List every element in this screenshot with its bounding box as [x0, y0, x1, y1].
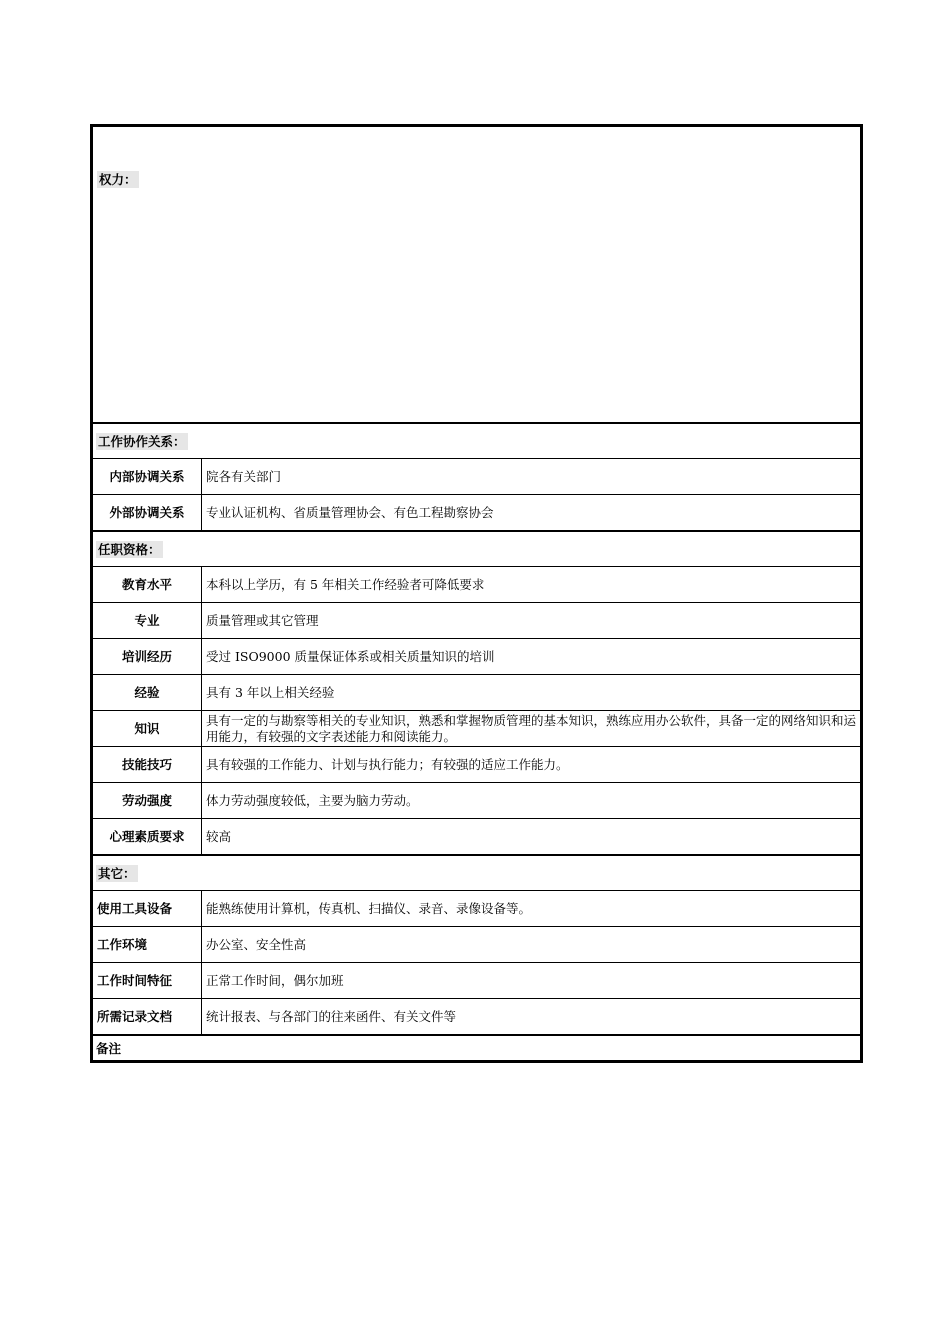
- field-value: 正常工作时间，偶尔加班: [202, 963, 862, 999]
- table-row: [92, 891, 862, 927]
- field-value: 专业认证机构、省质量管理协会、有色工程勘察协会: [202, 495, 862, 532]
- field-value: 具有较强的工作能力、计划与执行能力；有较强的适应工作能力。: [202, 747, 862, 783]
- field-value: 较高: [202, 819, 862, 856]
- power-row: [92, 126, 862, 424]
- power-label: 权力：: [99, 172, 137, 187]
- field-value: 具有一定的与勘察等相关的专业知识，熟悉和掌握物质管理的基本知识，熟练应用办公软件，具备一定的网络知识和运用能力，有较强的文字表述能力和阅读能力。: [202, 711, 862, 747]
- field-label: 知识: [92, 711, 202, 747]
- table-row: [92, 495, 862, 532]
- table-row: [92, 783, 862, 819]
- field-label: 所需记录文档: [92, 999, 202, 1036]
- qualifications-heading-row: [92, 531, 862, 567]
- field-label: 技能技巧: [92, 747, 202, 783]
- field-label: 教育水平: [92, 567, 202, 603]
- other-heading: 其它：: [92, 855, 862, 891]
- field-value: 具有 3 年以上相关经验: [202, 675, 862, 711]
- table-row: [92, 567, 862, 603]
- qualifications-heading: 任职资格：: [92, 531, 862, 567]
- field-label: 外部协调关系: [92, 495, 202, 532]
- field-value: 统计报表、与各部门的往来函件、有关文件等: [202, 999, 862, 1036]
- field-value: 院各有关部门: [202, 459, 862, 495]
- field-label: 培训经历: [92, 639, 202, 675]
- job-description-sheet: [90, 124, 860, 1063]
- power-cell: [92, 126, 862, 424]
- table-row: [92, 675, 862, 711]
- field-label: 内部协调关系: [92, 459, 202, 495]
- job-description-table: [90, 124, 863, 1063]
- field-value: 受过 ISO9000 质量保证体系或相关质量知识的培训: [202, 639, 862, 675]
- field-label: 经验: [92, 675, 202, 711]
- table-row: [92, 459, 862, 495]
- cooperation-heading-row: [92, 423, 862, 459]
- field-value: 能熟练使用计算机，传真机、扫描仪、录音、录像设备等。: [202, 891, 862, 927]
- field-value: 体力劳动强度较低，主要为脑力劳动。: [202, 783, 862, 819]
- field-label: 专业: [92, 603, 202, 639]
- table-row: [92, 711, 862, 747]
- field-label: 使用工具设备: [92, 891, 202, 927]
- table-row: [92, 747, 862, 783]
- table-row: [92, 999, 862, 1036]
- field-value: 质量管理或其它管理: [202, 603, 862, 639]
- field-label: 工作时间特征: [92, 963, 202, 999]
- field-label: 心理素质要求: [92, 819, 202, 856]
- field-value: 办公室、安全性高: [202, 927, 862, 963]
- field-value: 本科以上学历，有 5 年相关工作经验者可降低要求: [202, 567, 862, 603]
- table-row: [92, 603, 862, 639]
- remarks-label: 备注: [92, 1035, 862, 1062]
- field-label: 劳动强度: [92, 783, 202, 819]
- table-row: [92, 963, 862, 999]
- other-heading-row: [92, 855, 862, 891]
- table-row: [92, 639, 862, 675]
- remarks-row: [92, 1035, 862, 1062]
- field-label: 工作环境: [92, 927, 202, 963]
- table-row: [92, 819, 862, 856]
- table-row: [92, 927, 862, 963]
- cooperation-heading: 工作协作关系：: [92, 423, 862, 459]
